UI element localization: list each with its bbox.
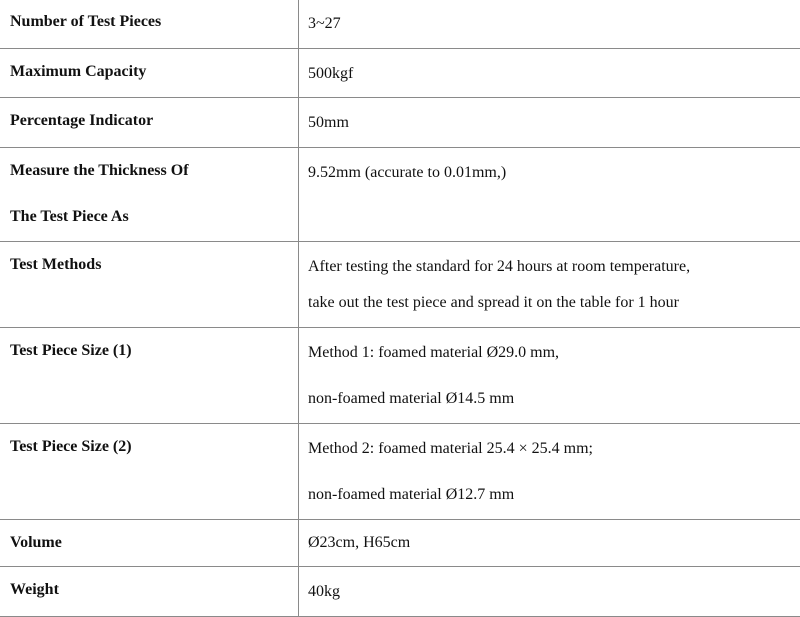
row-label [0,147,299,241]
row-label: Maximum Capacity [0,48,299,98]
table-row-test-methods [0,241,800,327]
row-label-line: Measure the Thickness Of [10,148,298,195]
row-value [299,98,800,148]
row-label: Percentage Indicator [0,98,299,148]
row-label: Test Piece Size (2) [0,423,299,519]
row-value-line: take out the test piece and spread it on the table for 1 hour [308,280,800,327]
row-value-line: 9.52mm (accurate to 0.01mm,) [308,150,800,197]
row-value-line: 50mm [308,100,800,147]
table-row-weight [0,567,800,617]
row-label: Number of Test Pieces [0,0,299,48]
row-label-line: The Test Piece As [10,194,298,241]
table-row-test-piece-size-2 [0,423,800,519]
row-value-line: 3~27 [308,1,800,48]
row-label: Test Methods [0,241,299,327]
row-label: Weight [0,567,299,617]
row-value-line: 500kgf [308,51,800,98]
row-value-line: 40kg [308,569,800,616]
table-row-test-piece-size-1 [0,327,800,423]
row-label: Test Piece Size (1) [0,327,299,423]
row-value [299,48,800,98]
table-row-maximum-capacity [0,48,800,98]
row-value [299,241,800,327]
table-row-percentage-indicator [0,98,800,148]
table-row-number-of-test-pieces [0,0,800,48]
row-value-line: non-foamed material Ø12.7 mm [308,472,800,519]
row-value [299,519,800,567]
row-value-line: non-foamed material Ø14.5 mm [308,376,800,423]
row-value [299,147,800,241]
row-value [299,327,800,423]
table-row-thickness [0,147,800,241]
row-value [299,567,800,617]
row-label: Volume [0,519,299,567]
row-value [299,0,800,48]
row-value [299,423,800,519]
table-row-volume [0,519,800,567]
row-value-line: Ø23cm, H65cm [308,520,800,567]
row-value-line: Method 2: foamed material 25.4 × 25.4 mm; [308,426,800,473]
row-value-line: Method 1: foamed material Ø29.0 mm, [308,330,800,377]
row-value-line: After testing the standard for 24 hours at room temperature, [308,244,800,291]
